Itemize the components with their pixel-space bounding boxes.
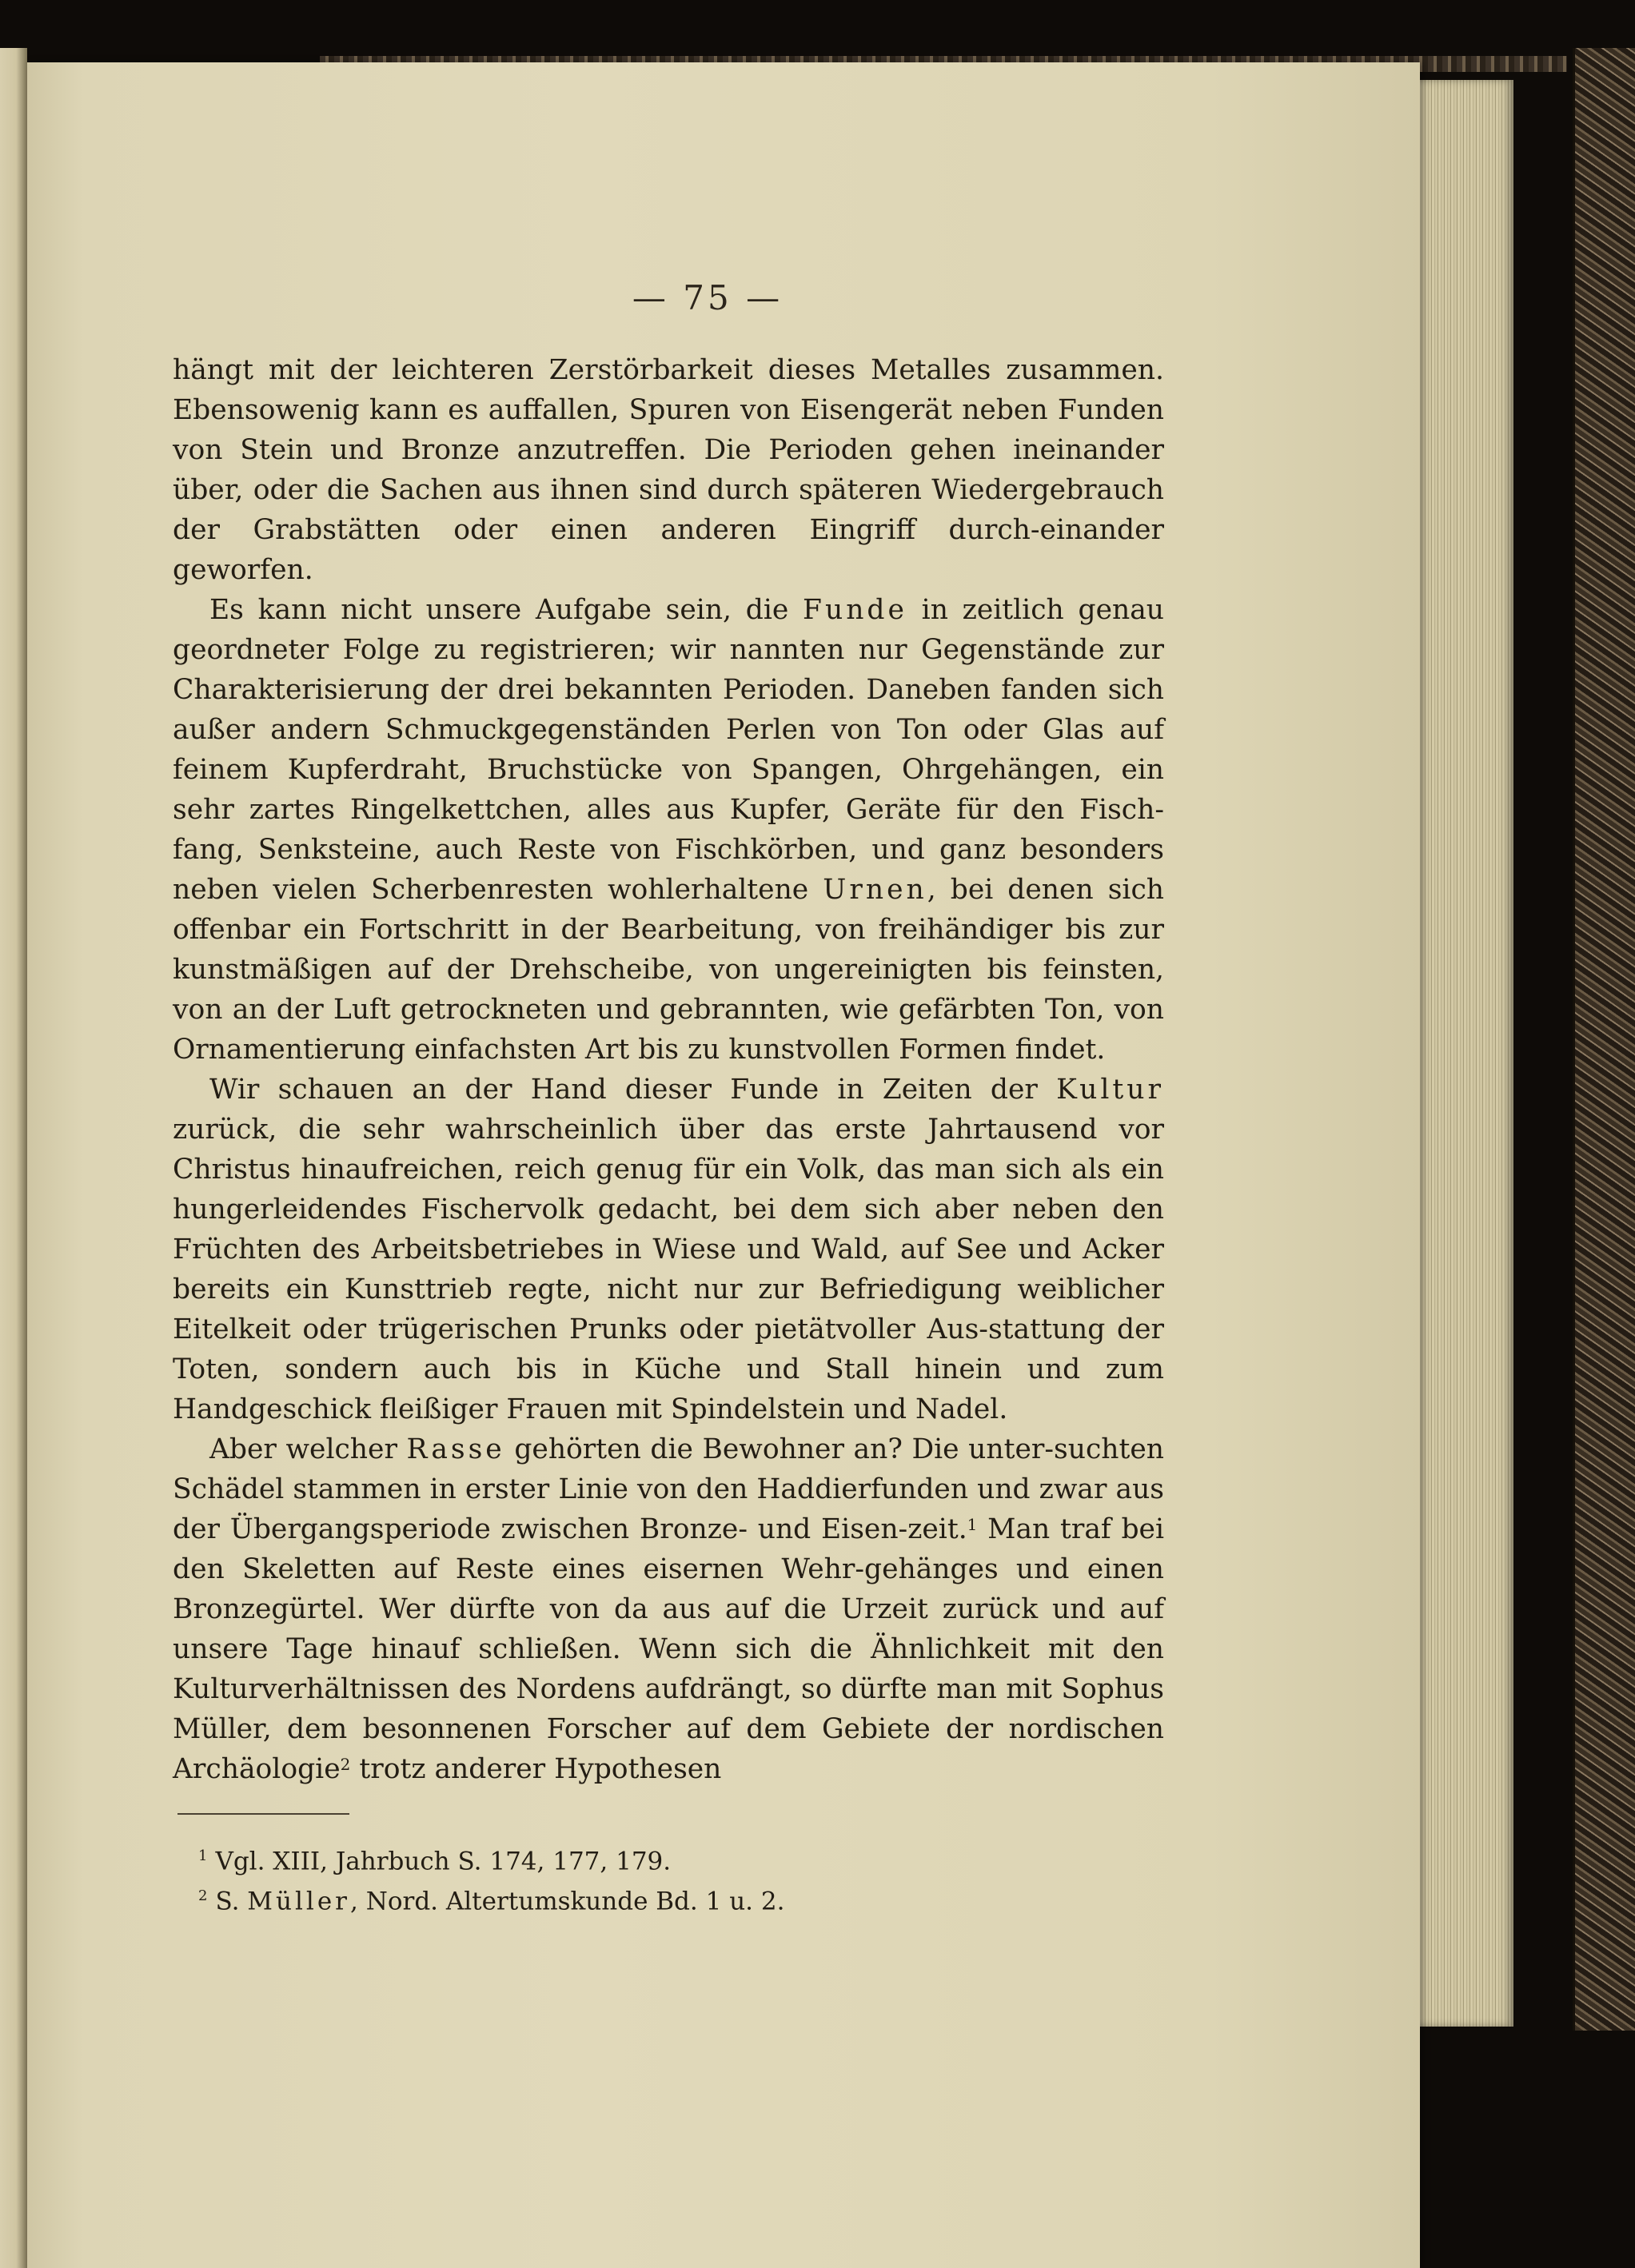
facing-page-edge [0, 48, 27, 2268]
footnotes [198, 1839, 1078, 1919]
footnote-marker: 1 [198, 1847, 208, 1864]
emphasized-text: Müller [247, 1887, 350, 1916]
book-cover [1573, 48, 1635, 2031]
text-run: Aber welcher [209, 1433, 407, 1465]
text-run: Es kann nicht unsere Aufgabe sein, die [209, 594, 804, 626]
text-run: Wir schauen an der Hand dieser Funde in Zeiten der [209, 1074, 1057, 1106]
text-run: hängt mit der leichteren Zerstörbarkeit dieses Metalles zusammen. Ebensowenig kann es auffallen, Spuren von Eisengerät neben Funden von Stein und Bronze anzutreffen. Die Perioden gehen ineinander über, oder die Sachen aus ihnen sind durch späteren Wiedergebrauch der Grabstätten oder einen anderen Eingriff durch-einander geworfen. [173, 354, 1164, 586]
footnote-reference: 2 [340, 1755, 351, 1774]
body-text [173, 350, 1164, 1789]
book-page [27, 62, 1420, 2268]
text-run: gehörten die Bewohner an? Die unter-suchten Schädel stammen in erster Linie von den Haddierfunden und zwar aus der Übergangsperiode zwischen Bronze- und Eisen-zeit. [173, 1433, 1164, 1545]
footnote-reference: 1 [967, 1515, 978, 1534]
text-run: Man traf bei den Skeletten auf Reste eines eisernen Wehr-gehänges und einen Bronzegürtel. Wer dürfte von da aus auf die Urzeit zurück und auf unsere Tage hinauf schließen. Wenn sich die Ähnlichkeit mit den Kulturverhältnissen des Nordens aufdrängt, so dürfte man mit Sophus Müller, dem besonnenen Forscher auf dem Gebiete der nordischen Archäologie [173, 1513, 1164, 1785]
paragraph [173, 1070, 1164, 1429]
text-run: , Nord. Altertumskunde Bd. 1 u. 2. [350, 1887, 785, 1916]
paragraph [173, 1429, 1164, 1789]
footnote-marker: 2 [198, 1887, 208, 1905]
page-block-edge [1419, 80, 1513, 2027]
paragraph [173, 350, 1164, 590]
footnote [198, 1879, 1078, 1919]
emphasized-text: Rasse [406, 1433, 505, 1465]
paragraph [173, 590, 1164, 1070]
text-run: , bei denen sich offenbar ein Fortschritt in der Bearbeitung, von freihändiger bis zur kunstmäßigen auf der Drehscheibe, von ungereinigten bis feinsten, von an der Luft getrockneten und gebrannten, wie gefärbten Ton, von Ornamentierung einfachsten Art bis zu kunstvollen Formen findet. [173, 874, 1164, 1066]
emphasized-text: Urnen [823, 874, 927, 906]
page-number: — 75 — [632, 278, 784, 317]
text-run: zurück, die sehr wahrscheinlich über das erste Jahrtausend vor Christus hinaufreichen, reich genug für ein Volk, das man sich als ein hungerleidendes Fischervolk gedacht, bei dem sich aber neben den Früchten des Arbeitsbetriebes in Wiese und Wald, auf See und Acker bereits ein Kunsttrieb regte, nicht nur zur Befriedigung weiblicher Eitelkeit oder trügerischen Prunks oder pietätvoller Aus-stattung der Toten, sondern auch bis in Küche und Stall hinein und zum Handgeschick fleißiger Frauen mit Spindelstein und Nadel. [173, 1114, 1164, 1425]
text-run: in zeitlich genau geordneter Folge zu registrieren; wir nannten nur Gegenstände zur Charakterisierung der drei bekannten Perioden. Daneben fanden sich außer andern Schmuckgegenständen Perlen von Ton oder Glas auf feinem Kupferdraht, Bruchstücke von Spangen, Ohrgehängen, ein sehr zartes Ringelkettchen, alles aus Kupfer, Geräte für den Fisch-fang, Senksteine, auch Reste von Fischkörben, und ganz besonders neben vielen Scherbenresten wohlerhaltene [173, 594, 1164, 906]
footnote-separator [177, 1813, 349, 1815]
emphasized-text: Kultur [1056, 1074, 1164, 1106]
emphasized-text: Funde [803, 594, 907, 626]
text-run: trotz anderer Hypothesen [350, 1753, 722, 1785]
footnote [198, 1839, 1078, 1879]
text-run: S. [215, 1887, 248, 1916]
text-run: Vgl. XIII, Jahrbuch S. 174, 177, 179. [215, 1847, 672, 1876]
